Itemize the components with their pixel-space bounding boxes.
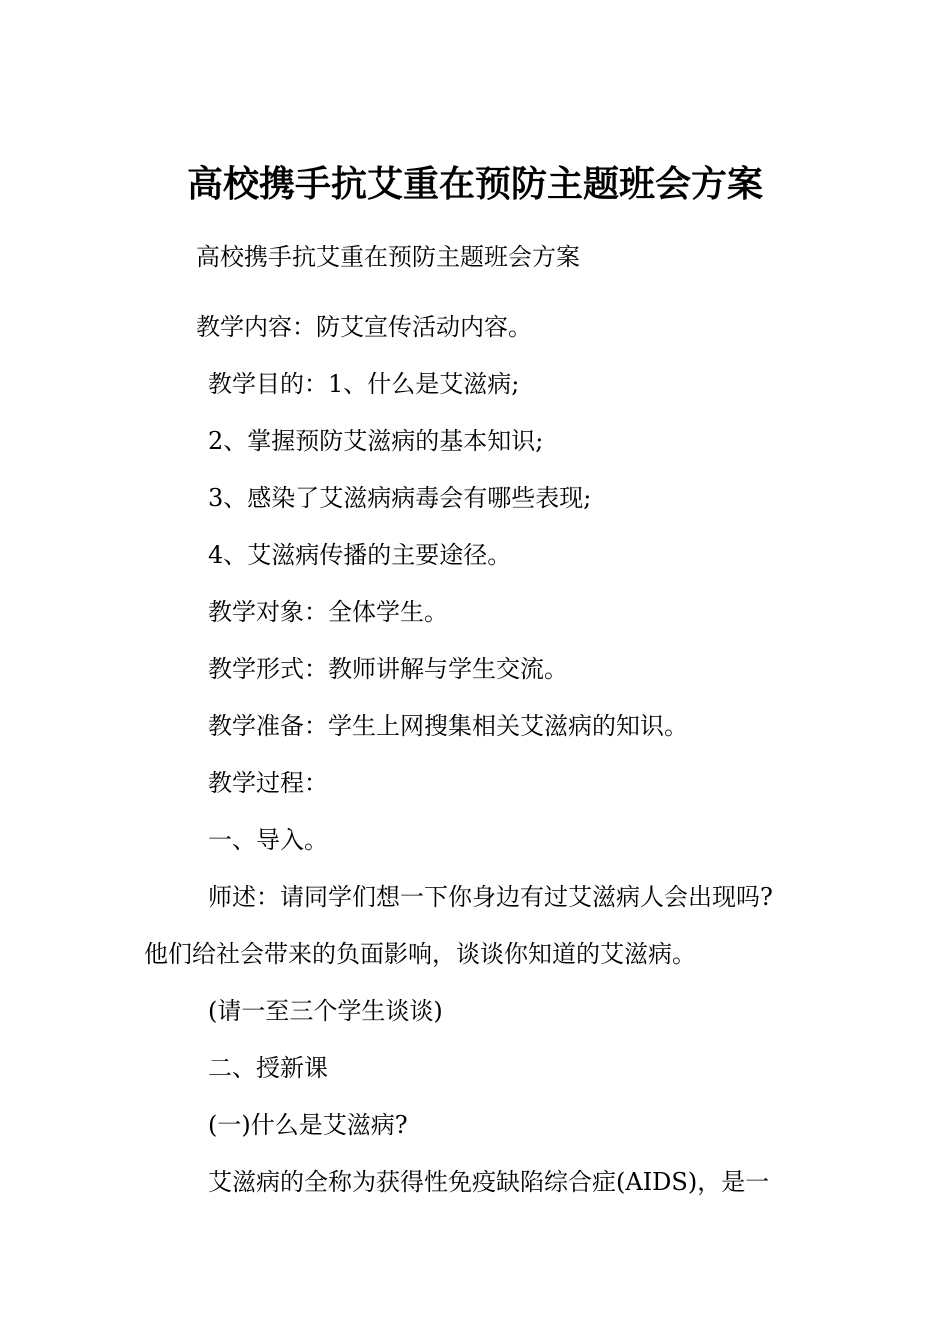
paragraph-line: 教学内容：防艾宣传活动内容。	[196, 313, 532, 341]
paragraph-line: 2、掌握预防艾滋病的基本知识;	[208, 427, 544, 455]
document-title: 高校携手抗艾重在预防主题班会方案	[186, 164, 763, 205]
paragraph-line: 教学过程：	[208, 769, 328, 797]
paragraph-line: 教学对象：全体学生。	[208, 598, 448, 626]
paragraph-line: 3、感染了艾滋病病毒会有哪些表现;	[208, 484, 592, 512]
paragraph-line: 教学形式：教师讲解与学生交流。	[208, 655, 568, 683]
paragraph-line: 师述：请同学们想一下你身边有过艾滋病人会出现吗?	[208, 883, 773, 911]
paragraph-line: 艾滋病的全称为获得性免疫缺陷综合症(AIDS)，是一	[208, 1168, 770, 1196]
subsection-heading: (一)什么是艾滋病?	[208, 1111, 408, 1139]
paragraph-line-continued: 他们给社会带来的负面影响，谈谈你知道的艾滋病。	[144, 940, 696, 968]
paragraph-line: 教学目的：1、什么是艾滋病;	[208, 370, 520, 398]
paragraph-line: 教学准备：学生上网搜集相关艾滋病的知识。	[208, 712, 688, 740]
paragraph-line: 4、艾滋病传播的主要途径。	[208, 541, 512, 569]
section-heading: 二、授新课	[208, 1054, 328, 1082]
paragraph-line: (请一至三个学生谈谈)	[208, 997, 443, 1025]
section-heading: 一、导入。	[208, 826, 328, 854]
subtitle-line: 高校携手抗艾重在预防主题班会方案	[196, 243, 580, 271]
